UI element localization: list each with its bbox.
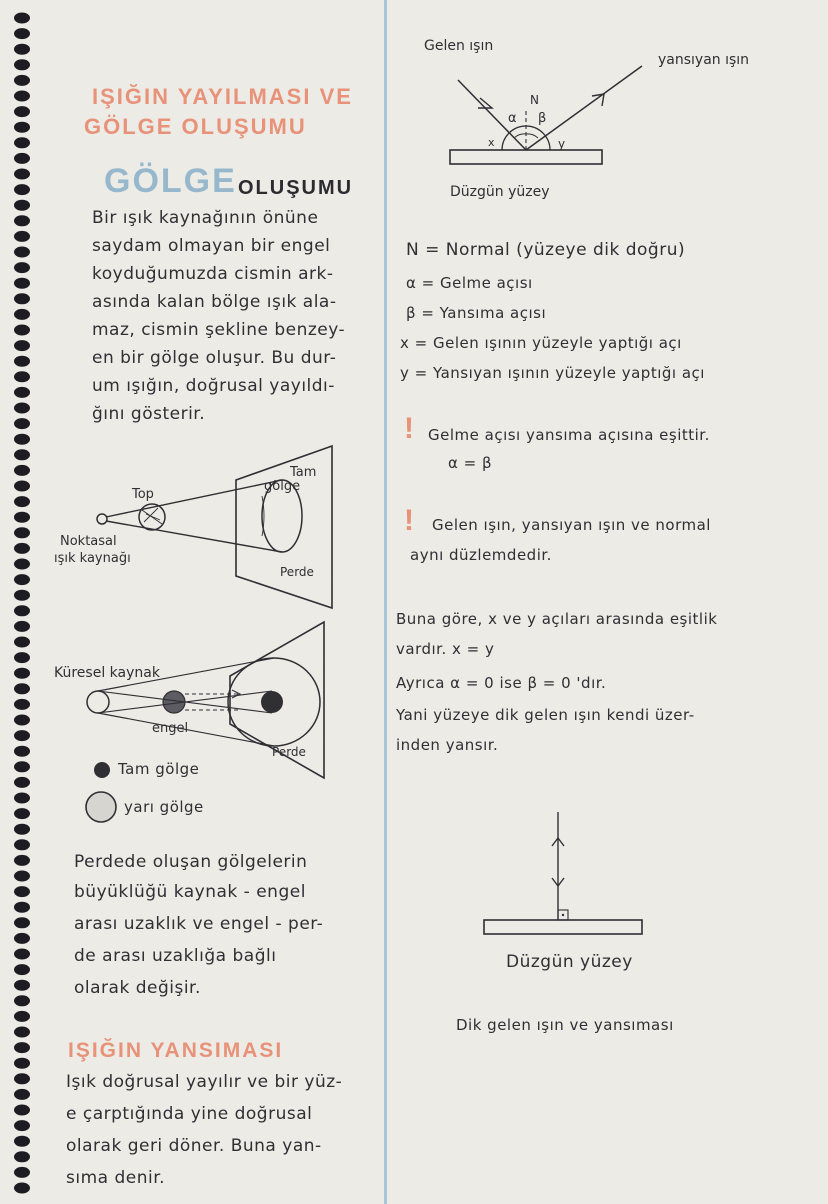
spiral-ring — [14, 1073, 30, 1084]
spiral-ring — [14, 75, 30, 86]
label-normal-n: N — [530, 93, 539, 107]
spiral-ring — [14, 465, 30, 476]
spiral-ring — [14, 949, 30, 960]
spiral-ring — [14, 777, 30, 788]
spiral-ring — [14, 637, 30, 648]
spiral-ring — [14, 106, 30, 117]
label-kuresel-kaynak: Küresel kaynak — [54, 665, 160, 681]
spiral-ring — [14, 293, 30, 304]
definition-normal: N = Normal (yüzeye dik doğru) — [406, 240, 686, 260]
spiral-ring — [14, 980, 30, 991]
rule1-formula: α = β — [448, 454, 493, 472]
spiral-ring — [14, 793, 30, 804]
label-duzgun-yuzey-2: Düzgün yüzey — [506, 952, 633, 972]
paragraph3-line: e çarptığında yine doğrusal — [66, 1104, 313, 1124]
spiral-ring — [14, 1167, 30, 1178]
label-noktasal: Noktasal — [60, 534, 117, 549]
spiral-ring — [14, 1105, 30, 1116]
spiral-ring — [14, 574, 30, 585]
spiral-ring — [14, 200, 30, 211]
spiral-ring — [14, 184, 30, 195]
spiral-ring — [14, 824, 30, 835]
section1-title-line1: IŞIĞIN YAYILMASI VE — [92, 84, 353, 109]
paragraph1-line: asında kalan bölge ışık ala- — [92, 292, 337, 312]
spiral-ring — [14, 262, 30, 273]
label-alpha: α — [508, 111, 517, 126]
paragraph2-line: de arası uzaklığa bağlı — [74, 946, 277, 966]
label-duzgun-yuzey-1: Düzgün yüzey — [450, 184, 550, 200]
legend-full-shadow-icon — [92, 760, 112, 780]
spiral-ring — [14, 730, 30, 741]
paragraph-right-line: vardır. x = y — [396, 640, 495, 658]
spiral-ring — [14, 28, 30, 39]
spiral-ring — [14, 231, 30, 242]
section1-title-line2: GÖLGE OLUŞUMU — [84, 114, 307, 139]
point-source-shadow-diagram — [40, 440, 360, 620]
paragraph2-line: Perdede oluşan gölgelerin — [74, 852, 308, 872]
paragraph3-line: Işık doğrusal yayılır ve bir yüz- — [66, 1072, 343, 1092]
legend-full-shadow-label: Tam gölge — [118, 760, 200, 778]
rule1-text: Gelme açısı yansıma açısına eşittir. — [428, 426, 710, 444]
spiral-ring — [14, 91, 30, 102]
section2-title: IŞIĞIN YANSIMASI — [68, 1039, 284, 1062]
spiral-ring — [14, 1183, 30, 1194]
paragraph-right-line: Yani yüzeye dik gelen ışın kendi üzer- — [396, 706, 695, 724]
spiral-ring — [14, 449, 30, 460]
rule2-exclamation-icon: ! — [404, 504, 414, 537]
label-beta: β — [538, 111, 547, 126]
rule1-exclamation-icon: ! — [404, 412, 414, 445]
spiral-ring — [14, 995, 30, 1006]
paragraph2-line: olarak değişir. — [74, 978, 201, 998]
spiral-ring — [14, 340, 30, 351]
spiral-ring — [14, 964, 30, 975]
spiral-ring — [14, 902, 30, 913]
paragraph1-line: maz, cismin şekline benzey- — [92, 320, 346, 340]
spiral-ring — [14, 13, 30, 24]
label-y: y — [558, 137, 566, 151]
extended-source-shadow-diagram — [40, 618, 360, 788]
spiral-ring — [14, 1042, 30, 1053]
spiral-ring — [14, 605, 30, 616]
paragraph1-line: saydam olmayan bir engel — [92, 236, 331, 256]
definition-y: y = Yansıyan ışının yüzeyle yaptığı açı — [400, 364, 705, 382]
paragraph3-line: sıma denir. — [66, 1168, 166, 1188]
spiral-ring — [14, 590, 30, 601]
definition-alpha: α = Gelme açısı — [406, 274, 533, 292]
spiral-ring — [14, 1120, 30, 1131]
spiral-ring — [14, 699, 30, 710]
column-divider — [384, 0, 387, 1204]
legend-half-shadow-icon — [84, 790, 118, 824]
spiral-ring — [14, 746, 30, 757]
spiral-ring — [14, 1089, 30, 1100]
spiral-ring — [14, 247, 30, 258]
rule2-text-line1: Gelen ışın, yansıyan ışın ve normal — [432, 516, 711, 534]
paragraph1-line: ğını gösterir. — [92, 404, 206, 424]
spiral-ring — [14, 309, 30, 320]
spiral-ring — [14, 559, 30, 570]
label-top: Top — [132, 487, 154, 502]
spiral-ring — [14, 496, 30, 507]
spiral-ring — [14, 652, 30, 663]
spiral-ring — [14, 855, 30, 866]
paragraph2-line: arası uzaklık ve engel - per- — [74, 914, 324, 934]
spiral-ring — [14, 871, 30, 882]
spiral-ring — [14, 715, 30, 726]
spiral-ring — [14, 325, 30, 336]
label-perde-2: Perde — [272, 745, 306, 759]
spiral-ring — [14, 761, 30, 772]
spiral-ring — [14, 169, 30, 180]
spiral-ring — [14, 839, 30, 850]
paragraph-right-line: Ayrıca α = 0 ise β = 0 'dır. — [396, 674, 607, 692]
spiral-ring — [14, 543, 30, 554]
spiral-ring — [14, 371, 30, 382]
spiral-ring — [14, 621, 30, 632]
spiral-ring — [14, 153, 30, 164]
paragraph-right-line: inden yansır. — [396, 736, 499, 754]
rule2-text-line2: aynı düzlemdedir. — [410, 546, 552, 564]
spiral-ring — [14, 418, 30, 429]
paragraph2-line: büyüklüğü kaynak - engel — [74, 882, 306, 902]
definition-beta: β = Yansıma açısı — [406, 304, 547, 322]
legend-half-shadow-label: yarı gölge — [124, 798, 204, 816]
spiral-ring — [14, 387, 30, 398]
spiral-ring — [14, 356, 30, 367]
spiral-ring — [14, 1027, 30, 1038]
spiral-ring — [14, 434, 30, 445]
definition-x: x = Gelen ışının yüzeyle yaptığı açı — [400, 334, 682, 352]
paragraph1-line: koyduğumuzda cismin ark- — [92, 264, 334, 284]
paragraph-right-line: Buna göre, x ve y açıları arasında eşitlik — [396, 610, 718, 628]
label-tam: Tam — [290, 465, 317, 480]
spiral-ring — [14, 1136, 30, 1147]
label-yansiyan-isin: yansıyan ışın — [658, 52, 750, 68]
label-engel: engel — [152, 721, 189, 736]
spiral-ring — [14, 886, 30, 897]
label-perde-1: Perde — [280, 565, 314, 579]
spiral-ring — [14, 481, 30, 492]
label-x: x — [488, 136, 495, 149]
paragraph1-line: Bir ışık kaynağının önüne — [92, 208, 319, 228]
spiral-ring — [14, 527, 30, 538]
paragraph1-line: um ışığın, doğrusal yayıldı- — [92, 376, 335, 396]
spiral-ring — [14, 933, 30, 944]
spiral-ring — [14, 808, 30, 819]
spiral-ring — [14, 403, 30, 414]
subtitle-golge: GÖLGE — [104, 162, 237, 200]
spiral-ring — [14, 215, 30, 226]
perpendicular-reflection-diagram — [480, 808, 650, 938]
spiral-ring — [14, 1058, 30, 1069]
paragraph3-line: olarak geri döner. Buna yan- — [66, 1136, 322, 1156]
spiral-ring — [14, 917, 30, 928]
spiral-ring — [14, 137, 30, 148]
subtitle-olusumu: OLUŞUMU — [238, 177, 354, 199]
label-gelen-isin: Gelen ışın — [424, 38, 494, 54]
spiral-ring — [14, 512, 30, 523]
reflection-diagram — [420, 30, 810, 210]
diagram4-caption: Dik gelen ışın ve yansıması — [456, 1016, 674, 1034]
spiral-ring — [14, 683, 30, 694]
paragraph1-line: en bir gölge oluşur. Bu dur- — [92, 348, 337, 368]
spiral-ring — [14, 668, 30, 679]
spiral-ring — [14, 1011, 30, 1022]
spiral-ring — [14, 44, 30, 55]
spiral-ring — [14, 278, 30, 289]
spiral-ring — [14, 59, 30, 70]
label-golge: gölge — [264, 479, 301, 494]
spiral-ring — [14, 1151, 30, 1162]
spiral-ring — [14, 122, 30, 133]
label-isik-kaynagi: ışık kaynağı — [54, 551, 131, 566]
